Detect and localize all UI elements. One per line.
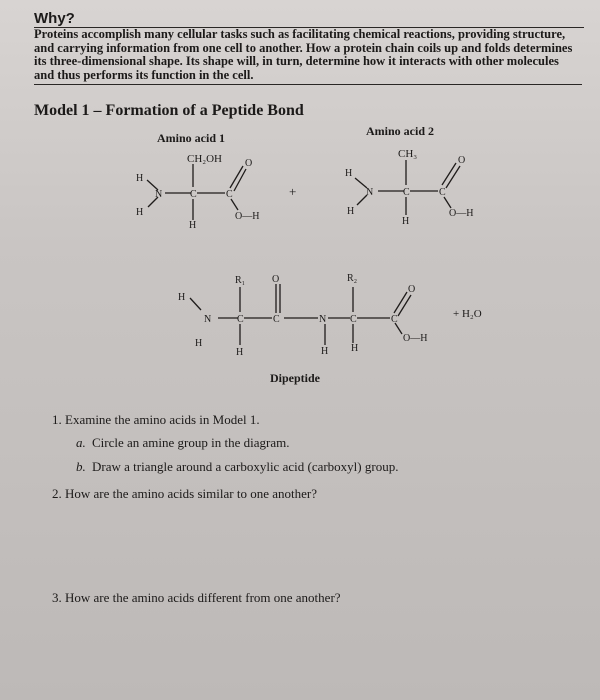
amino-acid-2-side-chain: CH₃ — [398, 148, 418, 160]
aa2-atom-o-double: O — [458, 155, 466, 166]
question-2: 2. How are the amino acids similar to one another? — [52, 486, 317, 501]
aa2-atom-h-bottom: H — [347, 206, 355, 217]
aa1-atom-n: N — [155, 189, 163, 200]
dp-atom-c1: C — [237, 314, 244, 325]
aa2-atom-h-alpha: H — [402, 216, 410, 227]
dp-atom-h-top: H — [178, 292, 186, 303]
dp-atom-h-c1: H — [236, 347, 244, 358]
dp-atom-h-n2: H — [321, 346, 329, 357]
dp-atom-h-c2: H — [351, 343, 359, 354]
aa1-atom-h-alpha: H — [189, 220, 197, 231]
dipeptide-r1: R₁ — [235, 275, 246, 286]
dp-atom-c2: C — [350, 314, 357, 325]
model-title: Model 1 – Formation of a Peptide Bond — [34, 102, 304, 119]
amino-acid-1-label: Amino acid 1 — [157, 131, 226, 145]
aa2-atom-h-top: H — [345, 168, 353, 179]
dp-atom-c-carboxyl: C — [391, 314, 398, 325]
water-product: + H₂O — [453, 308, 482, 320]
aa2-hydroxyl: O—H — [449, 208, 474, 219]
amino-acid-2-label: Amino acid 2 — [366, 124, 435, 138]
dp-atom-o-carbonyl: O — [272, 274, 280, 285]
question-3: 3. How are the amino acids different from one another? — [52, 590, 341, 605]
dp-atom-n1: N — [204, 314, 212, 325]
amino-acid-1-side-chain: CH₂OH — [187, 153, 223, 165]
dipeptide-r2: R₂ — [347, 273, 358, 284]
why-paragraph: Proteins accomplish many cellular tasks such as facilitating chemical reactions, providing structure, and carrying information from one cell to another. How a protein chain coils up and folds determines its three-dimensional shape. Its shape will, in turn, determine how it interacts with other molecules and thus performs its function in the cell. — [34, 27, 573, 82]
question-1a-letter: a. — [76, 435, 86, 450]
aa2-atom-c-alpha: C — [403, 187, 410, 198]
dp-atom-h-left: H — [195, 338, 203, 349]
dp-hydroxyl: O—H — [403, 333, 428, 344]
plus-sign: + — [289, 184, 297, 199]
question-1b-letter: b. — [76, 459, 86, 474]
dipeptide-label: Dipeptide — [270, 371, 321, 385]
aa2-atom-c-carboxyl: C — [439, 187, 446, 198]
aa1-atom-h-bottom: H — [136, 207, 144, 218]
dp-atom-n2: N — [319, 314, 327, 325]
aa1-atom-h-top: H — [136, 173, 144, 184]
aa1-atom-c-alpha: C — [190, 189, 197, 200]
why-heading: Why? — [34, 10, 75, 27]
dp-atom-c-carbonyl: C — [273, 314, 280, 325]
aa1-hydroxyl: O—H — [235, 211, 260, 222]
dp-atom-o-double: O — [408, 284, 416, 295]
question-1a: Circle an amine group in the diagram. — [92, 435, 290, 450]
question-1: 1. Examine the amino acids in Model 1. — [52, 412, 260, 427]
aa1-atom-o-double: O — [245, 158, 253, 169]
question-1b: Draw a triangle around a carboxylic acid (carboxyl) group. — [92, 459, 399, 474]
aa2-atom-n: N — [366, 187, 374, 198]
aa1-atom-c-carboxyl: C — [226, 189, 233, 200]
